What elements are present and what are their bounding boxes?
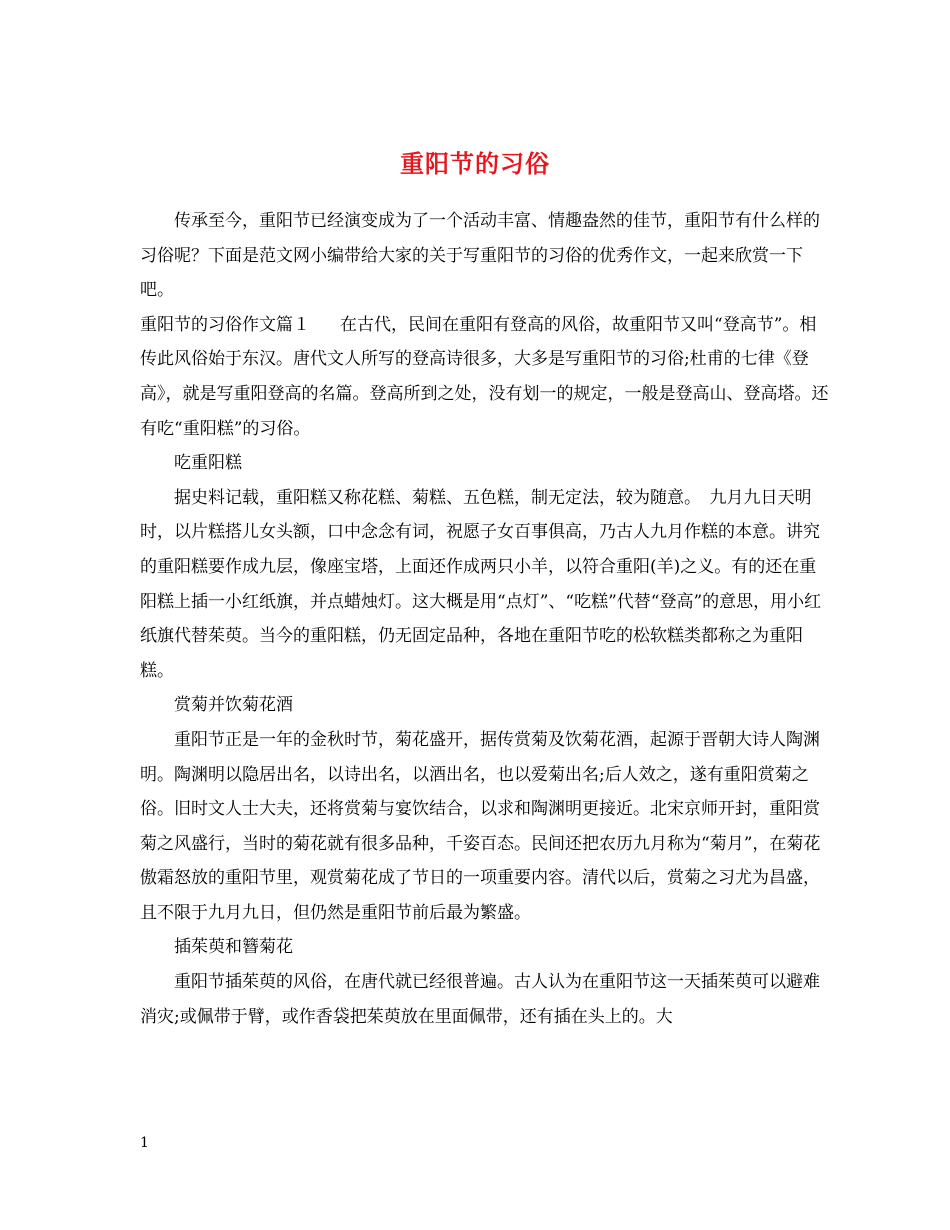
chrysanthemum-paragraph: 重阳节正是一年的金秋时节，菊花盛开，据传赏菊及饮菊花酒，起源于晋朝大诗人陶渊明。陶渊明以隐居出名，以诗出名，以酒出名，也以爱菊出名;后人效之，遂有重阳赏菊之俗。旧时文人士大夫，还将赏菊与宴饮结合，以求和陶渊明更接近。北宋京师开封，重阳赏菊之风盛行，当时的菊花就有很多品种，千姿百态。民间还把农历九月称为“菊月”，在菊花傲霜怒放的重阳节里，观赏菊花成了节日的一项重要内容。清代以后，赏菊之习尤为昌盛，且不限于九月九日，但仍然是重阳节前后最为繁盛。 bbox=[140, 729, 821, 923]
chongyang-cake-paragraph: 据史料记载，重阳糕又称花糕、菊糕、五色糕，制无定法，较为随意。 九月九日天明时，以片糕搭儿女头额，口中念念有词，祝愿子女百事俱高，乃古人九月作糕的本意。讲究的重阳糕要作成九层，像座宝塔，上面还作成两只小羊，以符合重阳(羊)之义。有的还在重阳糕上插一小红纸旗，并点蜡烛灯。这大概是用“点灯”、“吃糕”代替“登高”的意思，用小红纸旗代替茱萸。当今的重阳糕，仍无固定品种，各地在重阳节吃的松软糕类都称之为重阳糕。 bbox=[140, 487, 822, 681]
intro-paragraph: 传承至今，重阳节已经演变成为了一个活动丰富、情趣盎然的佳节，重阳节有什么样的习俗呢？下面是范文网小编带给大家的关于写重阳节的习俗的优秀作文，一起来欣赏一下吧。 bbox=[140, 211, 820, 301]
essay-heading: 重阳节的习俗作文篇１ bbox=[140, 314, 310, 335]
section-heading-zhuyu: 插茱萸和簪菊花 bbox=[174, 937, 293, 958]
essay-1-paragraph bbox=[140, 308, 830, 446]
essay-1-text: 在古代，民间在重阳有登高的风俗，故重阳节又叫“登高节”。相传此风俗始于东汉。唐代文人所写的登高诗很多，大多是写重阳节的习俗;杜甫的七律《登高》，就是写重阳登高的名篇。登高所到之处，没有划一的规定，一般是登高山、登高塔。还有吃“重阳糕”的习俗。 bbox=[140, 314, 829, 439]
section-heading-chrysanthemum: 赏菊并饮菊花酒 bbox=[174, 695, 293, 716]
zhuyu-paragraph: 重阳节插茱萸的风俗，在唐代就已经很普遍。古人认为在重阳节这一天插茱萸可以避难消灾;或佩带于臂，或作香袋把茱萸放在里面佩带，还有插在头上的。大 bbox=[140, 972, 820, 1027]
page-title: 重阳节的习俗 bbox=[400, 149, 550, 179]
article-body bbox=[140, 204, 830, 1034]
section-heading-chongyang-cake: 吃重阳糕 bbox=[174, 453, 242, 474]
page-number: 1 bbox=[140, 1135, 149, 1151]
